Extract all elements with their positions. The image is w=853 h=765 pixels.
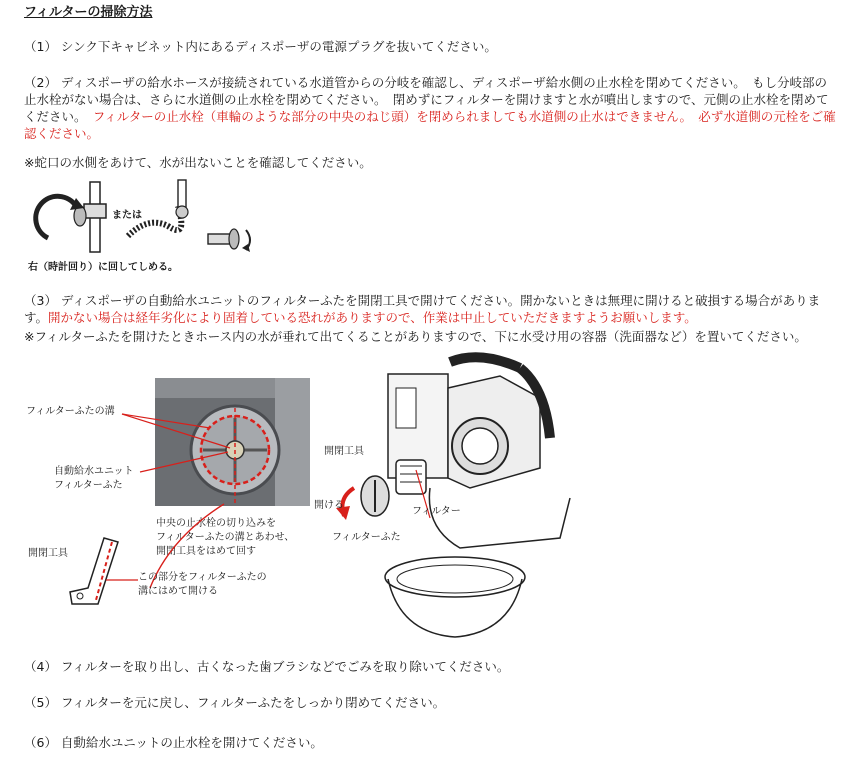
center-note-line2: フィルターふたの溝とあわせ、	[156, 532, 295, 543]
or-label: または	[112, 210, 142, 221]
tool-note-leader	[104, 574, 144, 586]
tool-label: 開閉工具	[28, 548, 68, 559]
step-2	[24, 74, 836, 142]
center-note-line3: 開閉工具をはめて回す	[156, 546, 256, 557]
groove-label: フィルターふたの溝	[26, 406, 115, 417]
open-label: 開ける	[314, 500, 344, 511]
valve-caption: 右（時計回り）に回してしめる。	[28, 262, 178, 273]
filter-label: フィルター	[412, 506, 461, 517]
step-3-note: ※フィルターふたを開けたときホース内の水が垂れて出てくることがありますので、下に水受け用の容器（洗面器など）を置いてください。	[24, 329, 807, 344]
valve-illustration	[28, 176, 258, 276]
step-2-warning: フィルターの止水栓（車輪のような部分の中央のねじ頭）を閉められましても水道側の止水はできません。 必ず水道側の元栓をご確認ください。	[24, 109, 836, 141]
basin-illustration	[380, 553, 530, 643]
step-1: （1） シンク下キャビネット内にあるディスポーザの電源プラグを抜いてください。	[24, 39, 497, 54]
step-6: （6） 自動給水ユニットの止水栓を開けてください。	[24, 735, 323, 750]
page-title: フィルターの掃除方法	[24, 5, 153, 20]
tool-note-line1: この部分をフィルターふたの	[138, 572, 267, 583]
filter-figure	[0, 348, 853, 648]
center-note-line1: 中央の止水栓の切り込みを	[156, 518, 276, 529]
unit-label-line2: フィルターふた	[54, 480, 123, 491]
step-3	[24, 292, 836, 326]
tool-label-right: 開閉工具	[324, 446, 364, 457]
step-3-warning: 開かない場合は経年劣化により固着している恐れがありますので、作業は中止していただきますようお願いします。	[48, 310, 697, 325]
cap-label: フィルターふた	[332, 532, 401, 543]
step-2-note: ※蛇口の水側をあけて、水が出ないことを確認してください。	[24, 155, 372, 170]
step-3-text: （3） ディスポーザの自動給水ユニットのフィルターふたを開閉工具で開けてください。開かないときは無理に開けると破損する場合があります。	[24, 293, 821, 325]
step-4: （4） フィルターを取り出し、古くなった歯ブラシなどでごみを取り除いてください。	[24, 659, 510, 674]
unit-label-line1: 自動給水ユニット	[54, 466, 134, 477]
step-2-text: （2） ディスポーザの給水ホースが接続されている水道管からの分岐を確認し、ディスポーザ給水側の止水栓を閉めてください。 もし分岐部の止水栓がない場合は、さらに水道側の止水栓を閉めてください。 閉めずにフィルターを開けますと水が噴出しますので、元側の止水栓を閉めてください。	[24, 75, 829, 124]
step-5: （5） フィルターを元に戻し、フィルターふたをしっかり閉めてください。	[24, 695, 446, 710]
tool-note-line2: 溝にはめて開ける	[138, 586, 218, 597]
unit-leader-line	[138, 448, 238, 478]
valve-close-figure	[28, 176, 258, 276]
